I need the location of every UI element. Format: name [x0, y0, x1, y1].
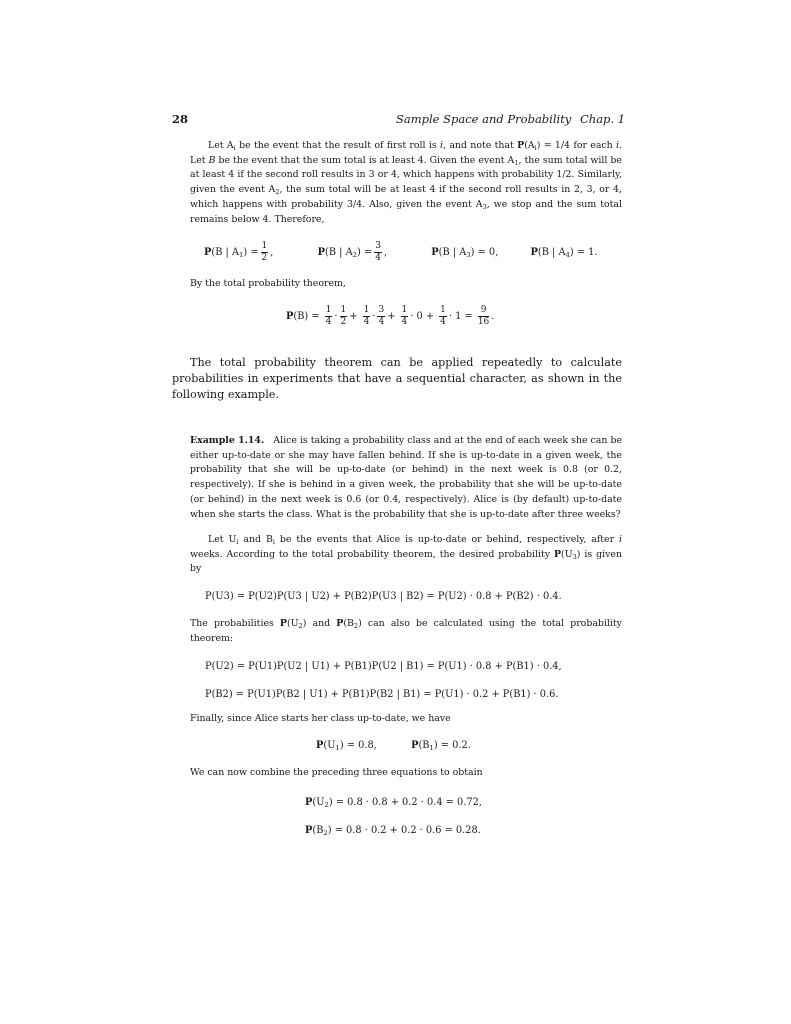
equation-total-probability: P(B) = $\frac{1}{4}$ · $\frac{1}{2}$ + $\frac{1}{4}$ · $\frac{3}{4}$ + $\frac{1}{4}$ · 0 + $\frac{1}{4}$ · 1 = $\frac{9}{16}$ . [286, 305, 495, 327]
equation-u3: P(U3) = P(U2)P(U3 | U2) + P(B2)P(U3 | B2) = P(U2) · 0.8 + P(B2) · 0.4. [205, 591, 562, 602]
text-by-total-probability: By the total probability theorem, [190, 278, 346, 289]
equation-conditional-probabilities: P(B | $A_1$) = $\frac{1}{2}$ , P(B | $A_2$) = $\frac{3}{4}$ , P(B | $A_3) = 0$, P(B | $A_4) = 1$. [204, 241, 598, 263]
page-number: 28 [172, 112, 189, 126]
paragraph-sequential: The total probability theorem can be applied repeatedly to calculate probabilities in experiments that have a sequential character, as shown in the following example. [172, 356, 622, 401]
example-statement: Example 1.14. Alice is taking a probability class and at the end of each week she can be either up-to-date or she may have fallen behind. If she is up-to-date in a given week, the probability that she will be up-to-date (or behind) in the next week is 0.8 (or 0.2, respectively). If she is behind in a given week, the probability that she will be up-to-date (or behind) in the next week is 0.6 (or 0.4, respectively). Alice is (by default) up-to-date when she starts the class. What is the probability that she is up-to-date after three weeks? [190, 435, 622, 520]
equation-initial-values: $P(U_1) = 0.8$, $P(B_1) = 0.2$. [316, 740, 471, 752]
text-probabilities-u2-b2: The probabilities $P(U_2)$ and $P(B_2)$ can also be calculated using the total probability theorem: [190, 618, 622, 644]
running-title: Sample Space and Probability [396, 112, 572, 126]
text-combine: We can now combine the preceding three equations to obtain [190, 767, 483, 778]
example-let-paragraph: Let $U_i$ and $B_i$ be the events that Alice is up-to-date or behind, respectively, after i weeks. According to the total probability theorem, the desired probability $P(U_3)$ is given by [190, 534, 622, 575]
equation-b2: P(B2) = P(U1)P(B2 | U1) + P(B1)P(B2 | B1) = P(U1) · 0.2 + P(B1) · 0.6. [205, 689, 559, 700]
text-finally: Finally, since Alice starts her class up-to-date, we have [190, 713, 451, 724]
equation-b2-value: $P(B_2) = 0.8 \cdot 0.2 + 0.2 \cdot 0.6 = 0.28$. [305, 825, 481, 837]
equation-u2-value: $P(U_2) = 0.8 \cdot 0.8 + 0.2 \cdot 0.4 = 0.72$, [305, 797, 482, 809]
chapter-label: Chap. 1 [580, 112, 626, 126]
example-label: Example 1.14. [190, 435, 265, 446]
paragraph-events: Let $A_i$ be the event that the result of first roll is i, and note that $P(A_i) = 1/4$ for each i. Let B be the event that the sum total is at least 4. Given the event $A_1$, the sum total will be at least 4 if the second roll results in 3 or 4, which happens with probability 1/2. Similarly, given the event $A_2$, the sum total will be at least 4 if the second roll results in 2, 3, or 4, which happens with probability 3/4. Also, given the event $A_3$, we stop and the sum total remains below 4. Therefore, [190, 140, 623, 225]
equation-u2: P(U2) = P(U1)P(U2 | U1) + P(B1)P(U2 | B1) = P(U1) · 0.8 + P(B1) · 0.4, [205, 661, 562, 672]
